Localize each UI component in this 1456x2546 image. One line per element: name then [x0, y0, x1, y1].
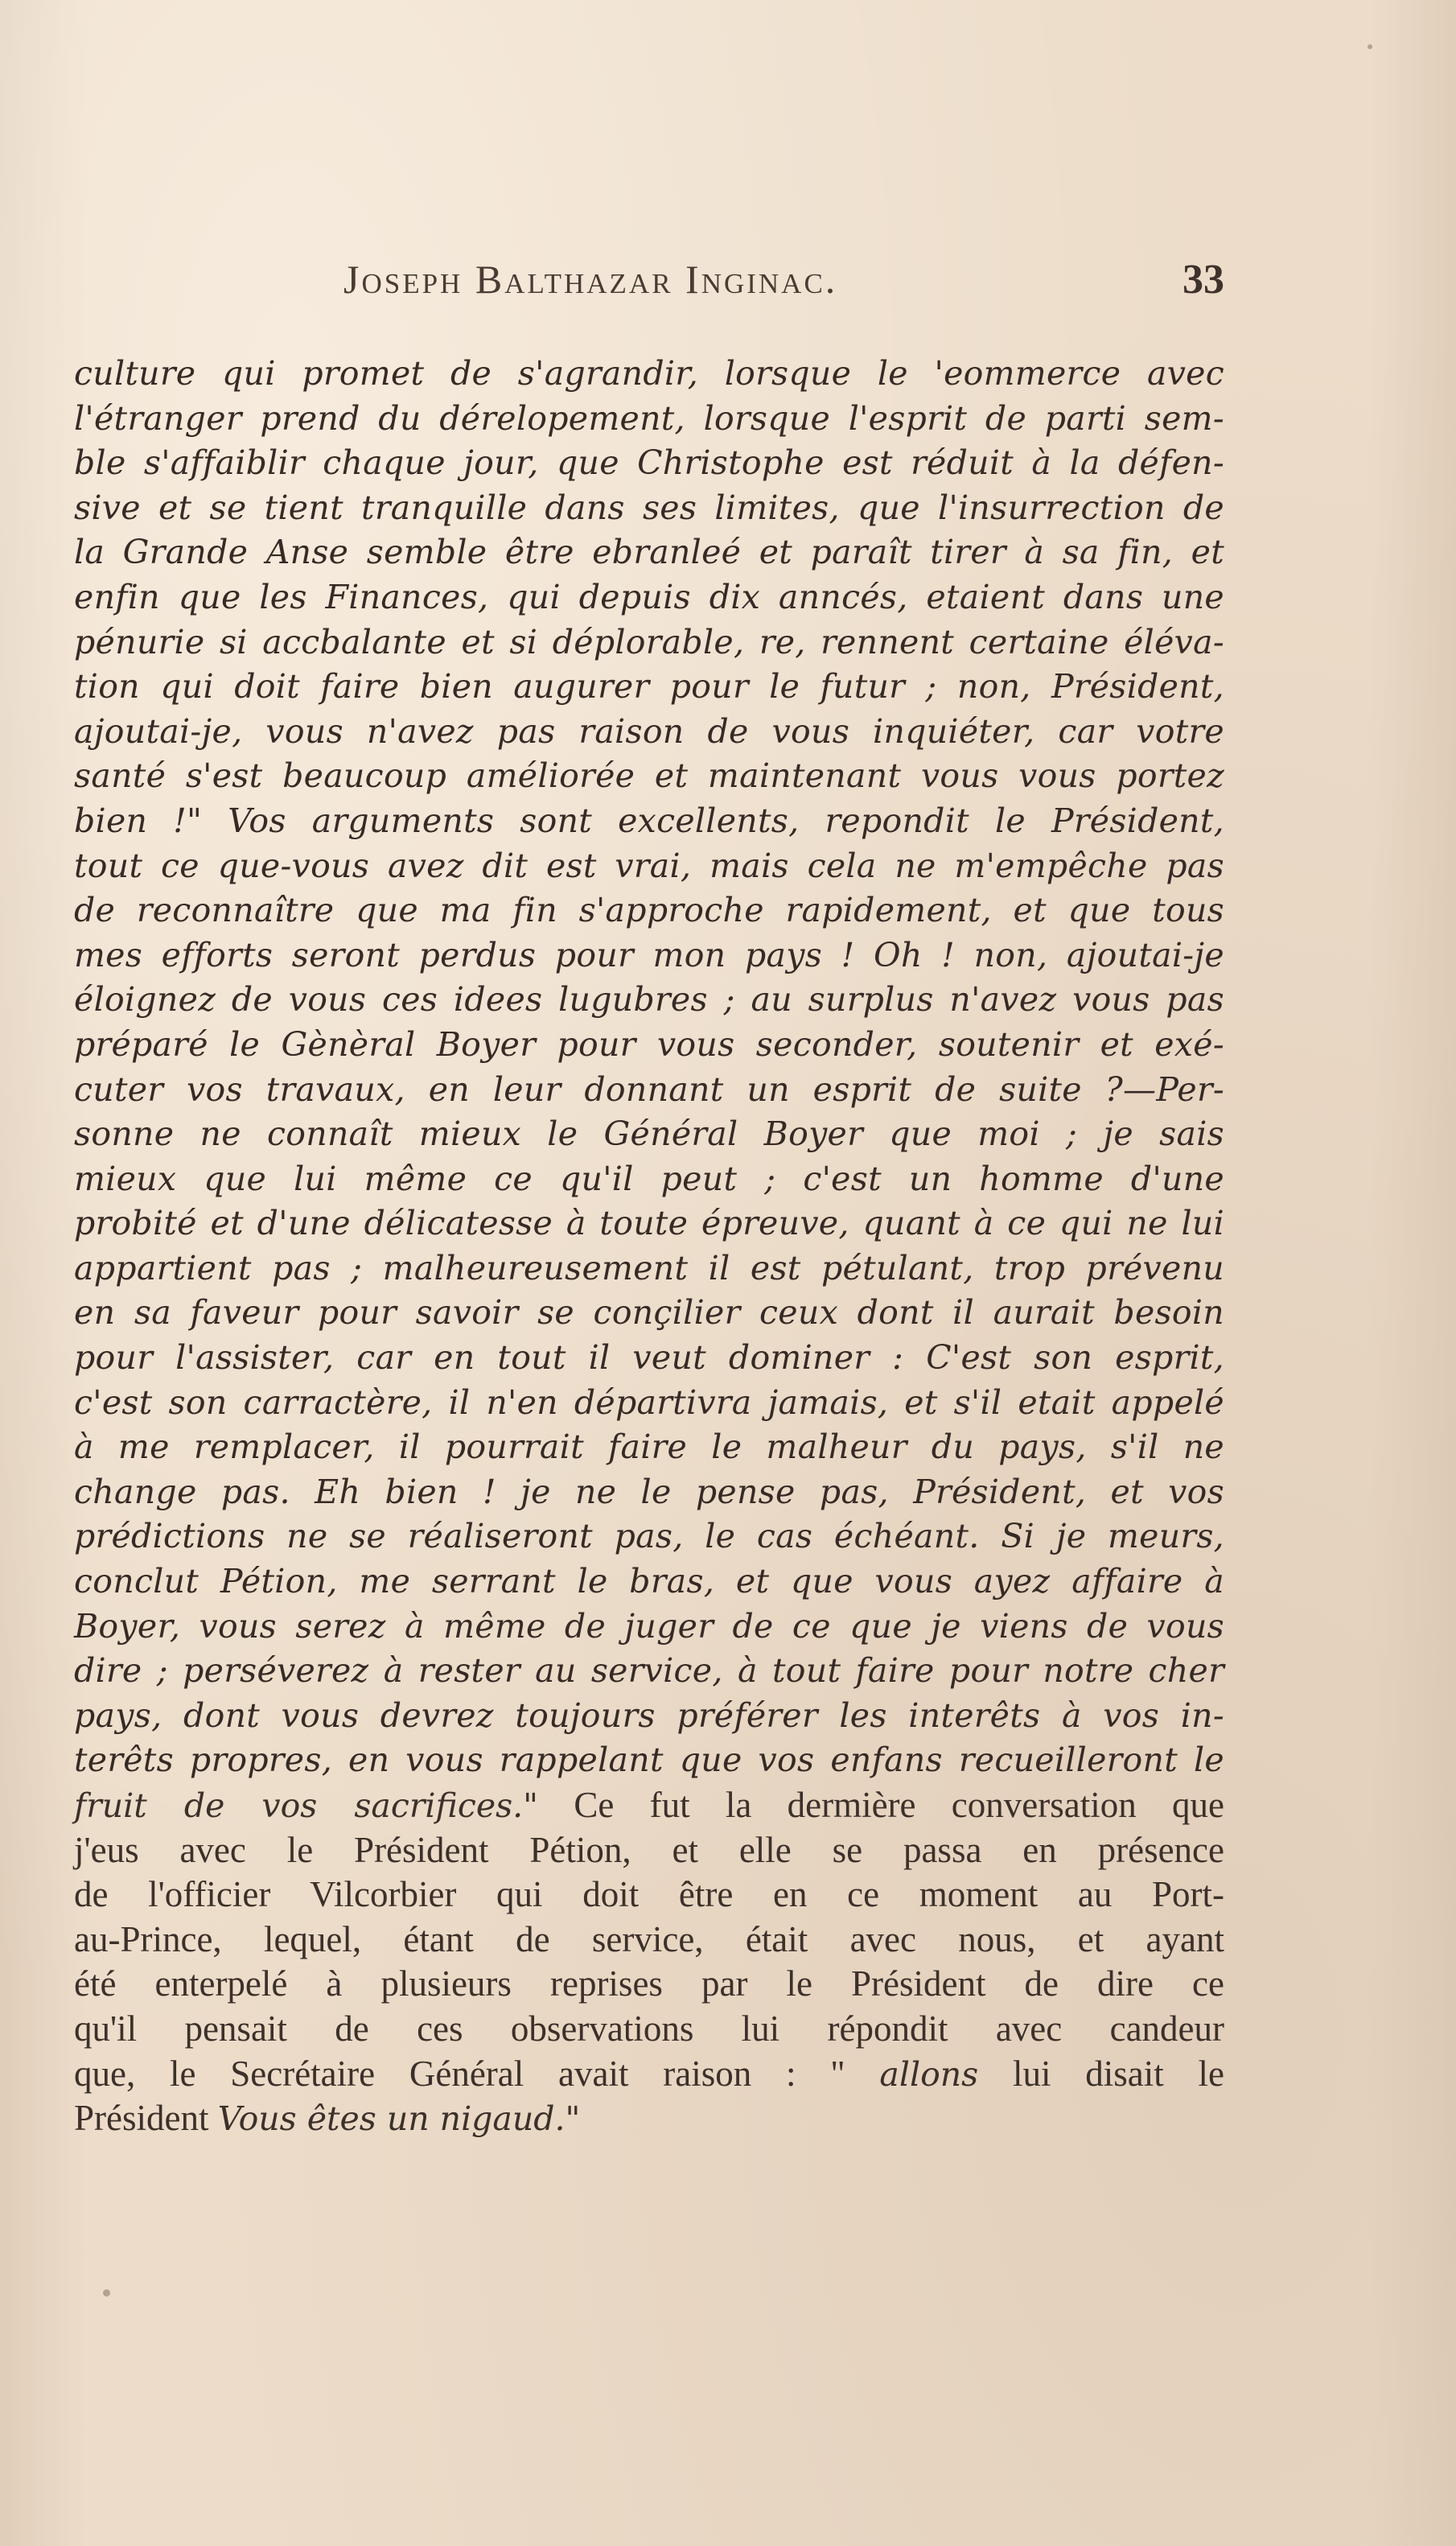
text-line: qu'il pensait de ces observations lui répondit avec candeur	[74, 2008, 1224, 2049]
text-segment: Ce fut la dermière conversation que	[538, 1785, 1224, 1825]
text-line: pénurie si accbalante et si déplorable, re, rennent certaine éléva-	[74, 622, 1224, 661]
text-line: tion qui doit faire bien augurer pour le futur ; non, Président,	[74, 667, 1224, 707]
text-line: sive et se tient tranquille dans ses limites, que l'insurrection de	[74, 488, 1224, 527]
text-line: c'est son carractère, il n'en départivra jamais, et s'il etait appelé	[74, 1382, 1224, 1422]
text-segment: Président	[74, 2098, 218, 2139]
text-line: au-Prince, lequel, étant de service, était avec nous, et ayant	[74, 1918, 1224, 1959]
text-line: préparé le Gènèral Boyer pour vous seconder, soutenir et exé-	[74, 1024, 1224, 1064]
page-number: 33	[1182, 257, 1224, 303]
body-text	[74, 352, 1224, 2141]
text-line	[74, 2052, 1224, 2097]
text-line: enfin que les Finances, qui depuis dix anncés, etaient dans une	[74, 577, 1224, 616]
text-line: Boyer, vous serez à même de juger de ce que je viens de vous	[74, 1606, 1224, 1646]
text-line: à me remplacer, il pourrait faire le malheur du pays, s'il ne	[74, 1427, 1224, 1467]
ink-spot	[1368, 44, 1372, 49]
text-line: cuter vos travaux, en leur donnant un esprit de suite ?—Per-	[74, 1069, 1224, 1109]
text-segment: Vous êtes un nigaud."	[217, 2099, 581, 2139]
text-line: ajoutai-je, vous n'avez pas raison de vous inquiéter, car votre	[74, 711, 1224, 751]
text-line: culture qui promet de s'agrandir, lorsque le 'eommerce avec	[74, 354, 1224, 393]
text-line: l'étranger prend du dérelopement, lorsque l'esprit de parti sem-	[74, 398, 1224, 438]
text-line: éloignez de vous ces idees lugubres ; au surplus n'avez vous pas	[74, 980, 1224, 1020]
text-line: mieux que lui même ce qu'il peut ; c'est un homme d'une	[74, 1159, 1224, 1198]
text-line: de l'officier Vilcorbier qui doit être en ce moment au Port-	[74, 1874, 1224, 1915]
text-line: la Grande Anse semble être ebranleé et paraît tirer à sa fin, et	[74, 533, 1224, 572]
text-line: probité et d'une délicatesse à toute épreuve, quant à ce qui ne lui	[74, 1204, 1224, 1243]
text-line: dire ; perséverez à rester au service, à tout faire pour notre cher	[74, 1651, 1224, 1691]
running-title: Joseph Balthazar Inginac.	[343, 257, 838, 302]
text-line: tout ce que-vous avez dit est vrai, mais cela ne m'empêche pas	[74, 846, 1224, 885]
text-line: été enterpelé à plusieurs reprises par le Président de dire ce	[74, 1963, 1224, 2004]
text-line: santé s'est beaucoup améliorée et maintenant vous vous portez	[74, 756, 1224, 796]
text-line: ble s'affaiblir chaque jour, que Christophe est réduit à la défen-	[74, 443, 1224, 483]
text-line	[74, 2096, 1224, 2141]
text-line: bien !" Vos arguments sont excellents, repondit le Président,	[74, 801, 1224, 840]
text-line: pays, dont vous devrez toujours préférer les interêts à vos in-	[74, 1695, 1224, 1735]
text-line: change pas. Eh bien ! je ne le pense pas, Président, et vos	[74, 1472, 1224, 1511]
text-line: sonne ne connaît mieux le Général Boyer que moi ; je sais	[74, 1114, 1224, 1154]
text-line: terêts propres, en vous rappelant que vos enfans recueilleront le	[74, 1741, 1224, 1780]
text-line: en sa faveur pour savoir se conçilier ceux dont il aurait besoin	[74, 1293, 1224, 1333]
ink-spot	[103, 2289, 110, 2297]
text-line: appartient pas ; malheureusement il est pétulant, trop prévenu	[74, 1248, 1224, 1287]
text-line: pour l'assister, car en tout il veut dominer : C'est son esprit,	[74, 1338, 1224, 1378]
text-line: j'eus avec le Président Pétion, et elle se passa en présence	[74, 1829, 1224, 1870]
text-line: conclut Pétion, me serrant le bras, et que vous ayez affaire à	[74, 1562, 1224, 1601]
text-line	[74, 1783, 1224, 1828]
text-segment: fruit de vos sacrifices."	[74, 1786, 539, 1825]
text-segment: lui disait le	[978, 2053, 1224, 2094]
running-header	[74, 256, 1224, 312]
text-segment: allons	[879, 2054, 979, 2094]
text-line: prédictions ne se réaliseront pas, le cas échéant. Si je meurs,	[74, 1517, 1224, 1556]
text-line: mes efforts seront perdus pour mon pays ! Oh ! non, ajoutai-je	[74, 935, 1224, 974]
text-line: de reconnaître que ma fin s'approche rapidement, et que tous	[74, 891, 1224, 930]
text-segment: que, le Secrétaire Général avait raison : "	[74, 2053, 880, 2094]
